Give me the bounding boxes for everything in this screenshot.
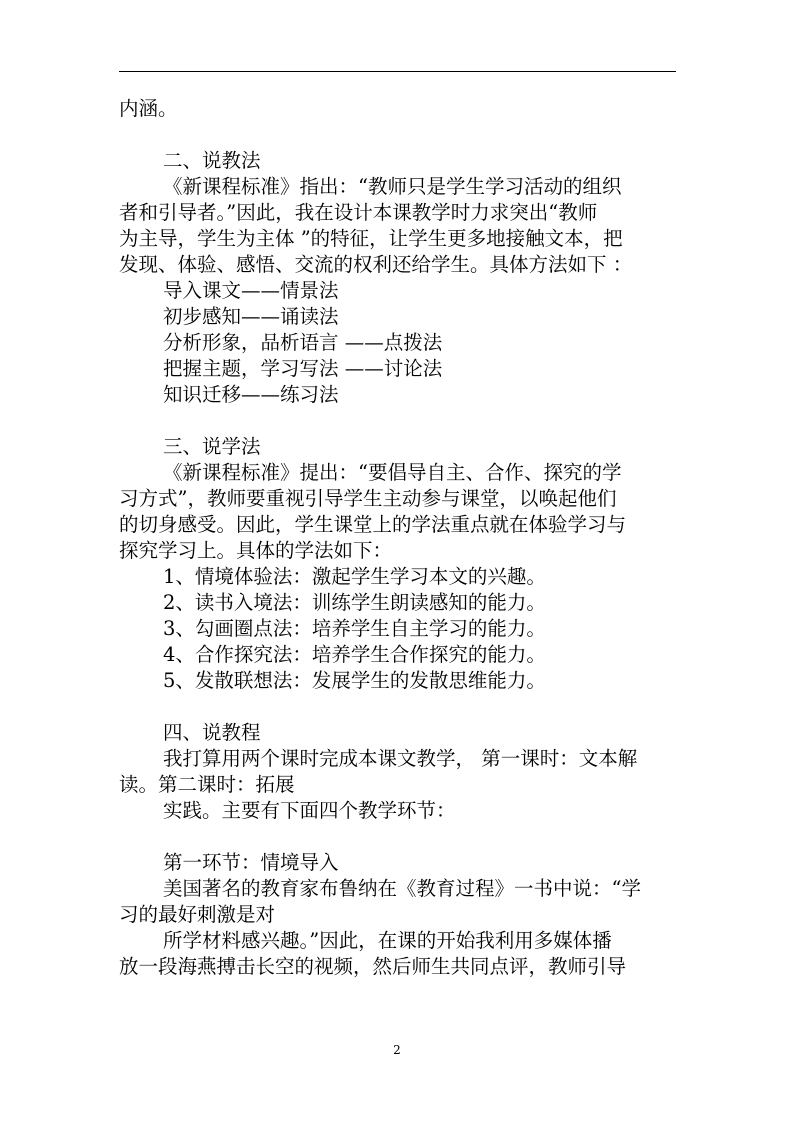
text-line: 我打算用两个课时完成本课文教学， 第一课时：文本解 — [163, 747, 638, 770]
list-item: 知识迁移——练习法 — [163, 383, 339, 406]
list-item: 3、勾画圈点法：培养学生自主学习的能力。 — [163, 617, 546, 640]
list-item: 分析形象，品析语言 ——点拨法 — [163, 331, 443, 354]
list-item: 5、发散联想法：发展学生的发散思维能力。 — [163, 669, 546, 692]
text-line: 的切身感受。因此，学生课堂上的学法重点就在体验学习与 — [119, 513, 627, 536]
document-body — [119, 96, 679, 980]
section-heading: 三、说学法 — [163, 435, 261, 458]
section-heading: 四、说教程 — [163, 721, 261, 744]
list-item: 导入课文——情景法 — [163, 279, 339, 302]
text-line: 读。第二课时：拓展 — [119, 773, 295, 796]
section-heading: 第一环节：情境导入 — [163, 851, 339, 874]
text-line: 发现、体验、感悟、交流的权利还给学生。具体方法如下 ： — [119, 253, 633, 276]
list-item: 把握主题，学习写法 ——讨论法 — [163, 357, 443, 380]
list-item: 2、读书入境法：训练学生朗读感知的能力。 — [163, 591, 546, 614]
blank-line — [119, 122, 679, 148]
section-heading: 二、说教法 — [163, 149, 261, 172]
text-line: 习方式”，教师要重视引导学生主动参与课堂，以唤起他们 — [119, 487, 617, 510]
text-line: 美国著名的教育家布鲁纳在《教育过程》一书中说：“学 — [163, 877, 641, 900]
text-line: 《新课程标准》提出：“要倡导自主、合作、探究的学 — [163, 461, 622, 484]
text-line: 实践。主要有下面四个教学环节： — [163, 799, 456, 822]
list-item: 4、合作探究法：培养学生合作探究的能力。 — [163, 643, 546, 666]
list-item: 1、情境体验法：激起学生学习本文的兴趣。 — [163, 565, 546, 588]
text-line: 者和引导者。”因此，我在设计本课教学时力求突出“教师 — [119, 201, 598, 224]
list-item: 初步感知——诵读法 — [163, 305, 339, 328]
text-line: 探究学习上。具体的学法如下： — [119, 539, 393, 562]
text-line: 《新课程标准》指出：“教师只是学生学习活动的组织 — [163, 175, 622, 198]
text-line: 放一段海燕搏击长空的视频，然后师生共同点评，教师引导 — [119, 955, 627, 978]
header-rule — [119, 71, 676, 72]
text-line: 内涵。 — [119, 97, 178, 120]
text-line: 为主导，学生为主体 ”的特征，让学生更多地接触文本，把 — [119, 227, 623, 250]
blank-line — [119, 824, 679, 850]
page-number: 2 — [393, 1043, 401, 1057]
blank-line — [119, 408, 679, 434]
text-line: 所学材料感兴趣。”因此，在课的开始我利用多媒体播 — [163, 929, 612, 952]
text-line: 习的最好刺激是对 — [119, 903, 276, 926]
blank-line — [119, 694, 679, 720]
